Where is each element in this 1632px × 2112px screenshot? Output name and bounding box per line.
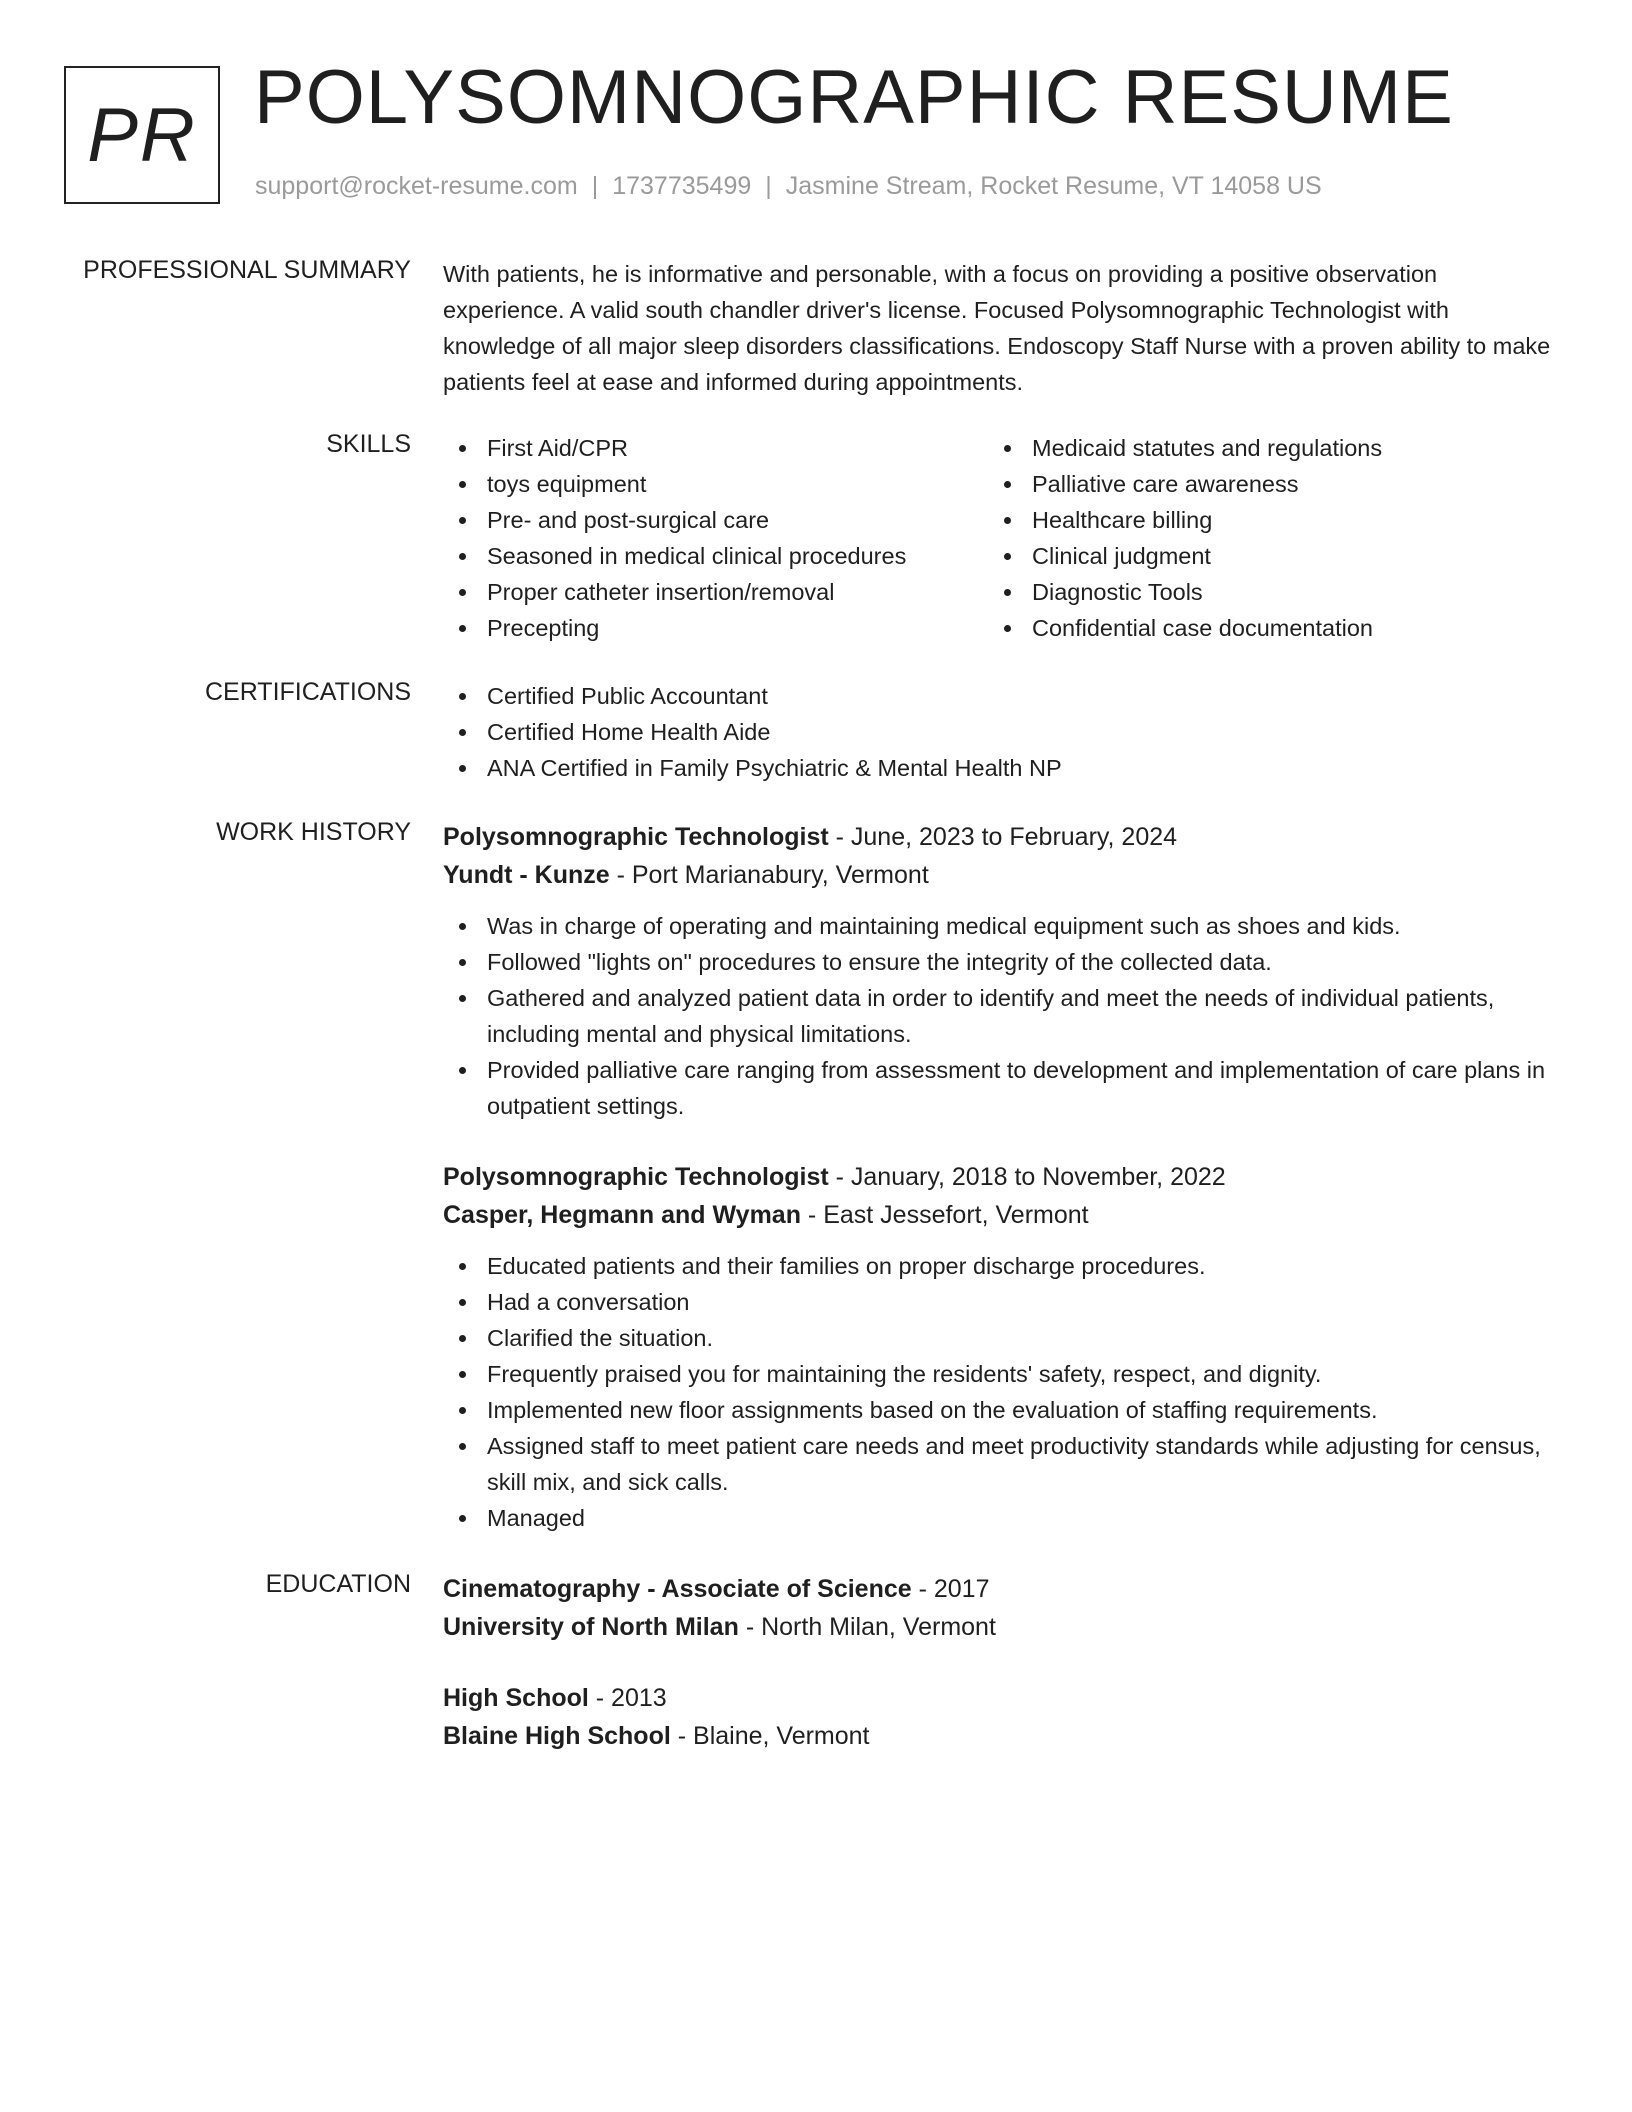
section-label: WORK HISTORY xyxy=(216,818,411,846)
job-duty: Followed "lights on" procedures to ensure the integrity of the collected data. xyxy=(443,944,1563,980)
contact-email[interactable]: support@rocket-resume.com xyxy=(255,172,578,200)
job-title-line xyxy=(443,818,1563,856)
job-duty: Managed xyxy=(443,1500,1563,1536)
contact-phone[interactable]: 1737735499 xyxy=(612,172,752,200)
education-location: - North Milan, Vermont xyxy=(738,1613,996,1641)
skill-item: Precepting xyxy=(443,610,988,646)
contact-separator: | xyxy=(765,172,772,200)
section-label: EDUCATION xyxy=(265,1570,411,1598)
skill-item: Seasoned in medical clinical procedures xyxy=(443,538,988,574)
education-year: - 2013 xyxy=(588,1684,667,1712)
section-label: PROFESSIONAL SUMMARY xyxy=(83,256,411,284)
education-degree-line xyxy=(443,1679,1563,1717)
contact-line xyxy=(255,172,1322,201)
certifications-list xyxy=(443,678,1563,786)
monogram-logo xyxy=(64,66,220,204)
job-duty: Frequently praised you for maintaining the residents' safety, respect, and dignity. xyxy=(443,1356,1563,1392)
job-duties-list xyxy=(443,908,1563,1124)
job-dates: - June, 2023 to February, 2024 xyxy=(828,823,1178,851)
summary-text: With patients, he is informative and personable, with a focus on providing a positive observation experience. A valid south chandler driver's license. Focused Polysomnographic Technologist with knowledge of all major sleep disorders classifications. Endoscopy Staff Nurse with a proven ability to make patients feel at ease and informed during appointments. xyxy=(443,261,1551,395)
section-label: CERTIFICATIONS xyxy=(204,678,411,706)
job-entry xyxy=(443,818,1563,1124)
job-title-line xyxy=(443,1158,1563,1196)
skills-columns xyxy=(443,430,1563,646)
job-location: - East Jessefort, Vermont xyxy=(800,1201,1089,1229)
certifications-body xyxy=(443,678,1563,786)
job-entry xyxy=(443,1158,1563,1536)
skills-list-left xyxy=(443,430,988,646)
job-location: - Port Marianabury, Vermont xyxy=(609,861,929,889)
skill-item: Pre- and post-surgical care xyxy=(443,502,988,538)
education-entry xyxy=(443,1679,1563,1755)
skill-item: Palliative care awareness xyxy=(988,466,1533,502)
job-duty: Provided palliative care ranging from assessment to development and implementation of care plans in outpatient settings. xyxy=(443,1052,1563,1124)
certification-item: Certified Public Accountant xyxy=(443,678,1563,714)
job-duties-list xyxy=(443,1248,1563,1536)
skill-item: First Aid/CPR xyxy=(443,430,988,466)
job-dates: - January, 2018 to November, 2022 xyxy=(828,1163,1226,1191)
job-duty: Had a conversation xyxy=(443,1284,1563,1320)
contact-separator: | xyxy=(591,172,599,200)
job-duty: Gathered and analyzed patient data in order to identify and meet the needs of individual patients, including mental and physical limitations. xyxy=(443,980,1563,1052)
job-company: Casper, Hegmann and Wyman xyxy=(443,1201,801,1229)
job-title: Polysomnographic Technologist xyxy=(443,1163,829,1191)
skill-item: Clinical judgment xyxy=(988,538,1533,574)
job-duty: Implemented new floor assignments based on the evaluation of staffing requirements. xyxy=(443,1392,1563,1428)
contact-address: Jasmine Stream, Rocket Resume, VT 14058 US xyxy=(785,172,1322,200)
job-duty: Was in charge of operating and maintaining medical equipment such as shoes and kids. xyxy=(443,908,1563,944)
skills-list-right xyxy=(988,430,1533,646)
education-degree: High School xyxy=(443,1684,589,1712)
education-school-line xyxy=(443,1608,1563,1646)
education-year: - 2017 xyxy=(911,1575,990,1603)
job-title: Polysomnographic Technologist xyxy=(443,823,829,851)
education-degree: Cinematography - Associate of Science xyxy=(443,1575,912,1603)
education-entry xyxy=(443,1570,1563,1646)
skill-item: Healthcare billing xyxy=(988,502,1533,538)
education-degree-line xyxy=(443,1570,1563,1608)
job-duty: Assigned staff to meet patient care needs and meet productivity standards while adjusting for census, skill mix, and sick calls. xyxy=(443,1428,1563,1500)
certification-item: ANA Certified in Family Psychiatric & Mental Health NP xyxy=(443,750,1563,786)
job-company: Yundt - Kunze xyxy=(443,861,610,889)
monogram-initials: PR xyxy=(87,92,197,178)
education-school: Blaine High School xyxy=(443,1722,671,1750)
skill-item: toys equipment xyxy=(443,466,988,502)
job-company-line xyxy=(443,856,1563,894)
certification-item: Certified Home Health Aide xyxy=(443,714,1563,750)
skill-item: Diagnostic Tools xyxy=(988,574,1533,610)
resume-title: POLYSOMNOGRAPHIC RESUME xyxy=(254,55,1454,140)
education-location: - Blaine, Vermont xyxy=(670,1722,870,1750)
skill-item: Proper catheter insertion/removal xyxy=(443,574,988,610)
skill-item: Confidential case documentation xyxy=(988,610,1533,646)
job-duty: Clarified the situation. xyxy=(443,1320,1563,1356)
education-school-line xyxy=(443,1717,1563,1755)
education-school: University of North Milan xyxy=(443,1613,739,1641)
job-duty: Educated patients and their families on proper discharge procedures. xyxy=(443,1248,1563,1284)
job-company-line xyxy=(443,1196,1563,1234)
section-label: SKILLS xyxy=(326,430,411,458)
skill-item: Medicaid statutes and regulations xyxy=(988,430,1533,466)
